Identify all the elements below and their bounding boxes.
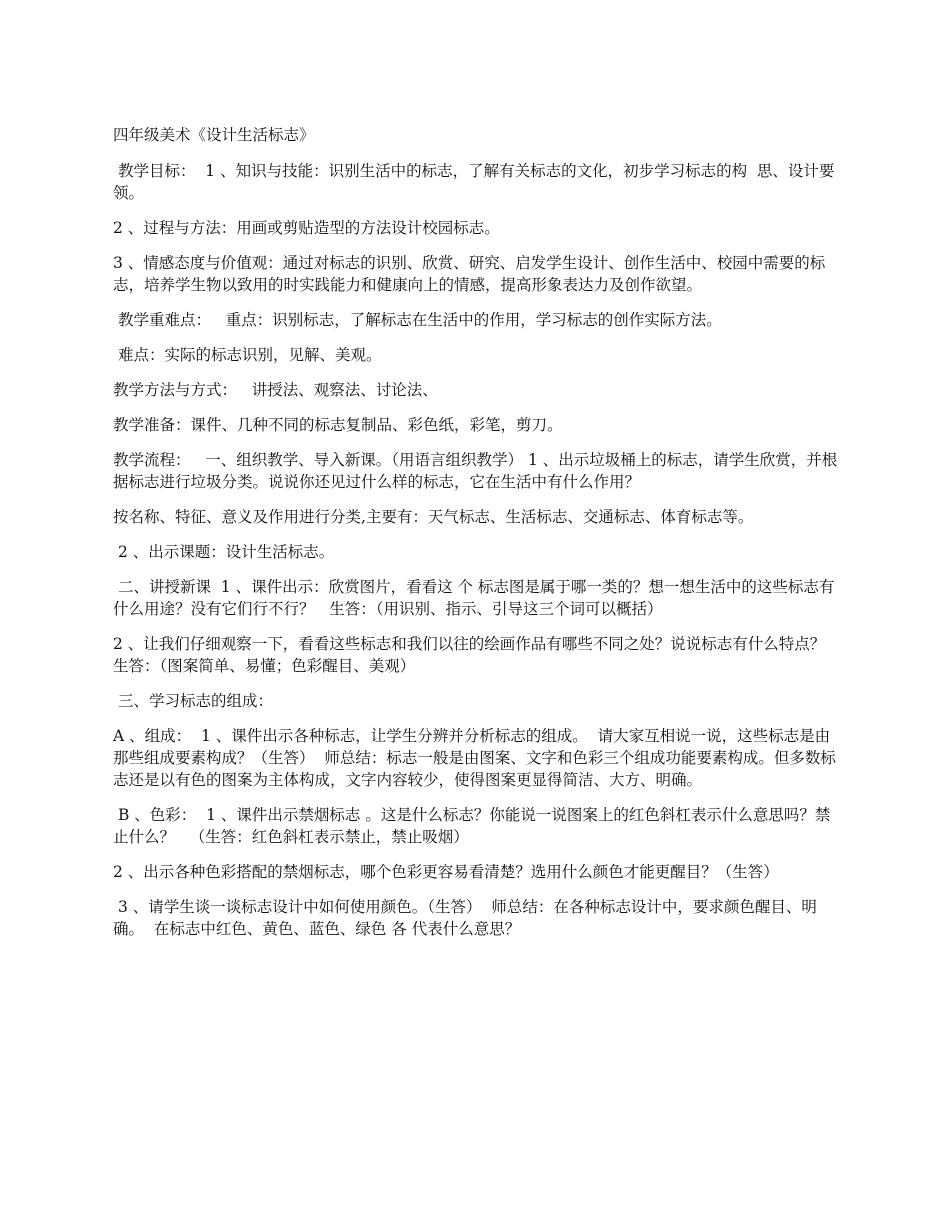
paragraph-composition-heading: 三、学习标志的组成： [113,692,273,710]
paragraph-composition: A 、组成： 1 、课件出示各种标志，让学生分辨并分析标志的组成。 请大家互相说一说，这些标志是由那些组成要素构成？（生答） 师总结：标志一般是由图案、文字和色彩三个组成功能要素构成。但多数标志还是以有色的图案为主体构成，文字内容较少，使得图案更显得简洁、大方、明确。 [113,727,836,789]
paragraph-classification: 按名称、特征、意义及作用进行分类,主要有：天气标志、生活标志、交通标志、体育标志等。 [113,508,754,526]
paragraph-process-method: 2 、过程与方法：用画或剪贴造型的方法设计校园标志。 [113,219,500,237]
paragraph-color-usage: 3 、请学生谈一谈标志设计中如何使用颜色。（生答） 师总结：在各种标志设计中，要求颜色醒目、明确。 在标志中红色、黄色、蓝色、绿色 各 代表什么意思？ [113,898,817,938]
paragraph-observation: 2 、让我们仔细观察一下，看看这些标志和我们以往的绘画作品有哪些不同之处？说说标志有什么特点？ 生答：（图案简单、易懂；色彩醒目、美观） [113,635,841,675]
paragraph-new-lesson: 二、讲授新课 1 、课件出示：欣赏图片，看看这 个 标志图是属于哪一类的？想一想生活中的这些标志有什么用途？没有它们行不行？ 生答：（用识别、指示、引导这三个词可以概括） [113,578,835,618]
paragraph-attitude-values: 3 、情感态度与价值观：通过对标志的识别、欣赏、研究、启发学生设计、创作生活中、校园中需要的标志，培养学生物以致用的时实践能力和健康向上的情感，提高形象表达力及创作欲望。 [113,254,826,294]
paragraph-teaching-flow: 教学流程： 一、组织教学、导入新课。（用语言组织教学） 1 、出示垃圾桶上的标志，请学生欣赏，并根据标志进行垃圾分类。说说你还见过什么样的标志，它在生活中有什么作用？ [113,451,838,491]
paragraph-objectives: 教学目标： 1 、知识与技能：识别生活中的标志，了解有关标志的文化，初步学习标志的构 思、设计要领。 [113,162,835,202]
paragraph-key-points: 教学重难点： 重点：识别标志，了解标志在生活中的作用，学习标志的创作实际方法。 [113,311,722,329]
document-title: 四年级美术《设计生活标志》 [113,126,315,144]
paragraph-difficulties: 难点：实际的标志识别，见解、美观。 [113,346,382,364]
paragraph-preparation: 教学准备：课件、几种不同的标志复制品、彩色纸，彩笔，剪刀。 [113,416,563,434]
paragraph-teaching-methods: 教学方法与方式： 讲授法、观察法、讨论法、 [113,381,438,399]
paragraph-topic: 2 、出示课题：设计生活标志。 [113,543,335,561]
document-page [113,124,841,953]
paragraph-color-matching: 2 、出示各种色彩搭配的禁烟标志，哪个色彩更容易看清楚？选用什么颜色才能更醒目？（生答） [113,863,779,881]
paragraph-color: B 、色彩： 1 、课件出示禁烟标志 。这是什么标志？你能说一说图案上的红色斜杠表示什么意思吗？禁止什么？ （生答：红色斜杠表示禁止，禁止吸烟） [113,806,831,846]
